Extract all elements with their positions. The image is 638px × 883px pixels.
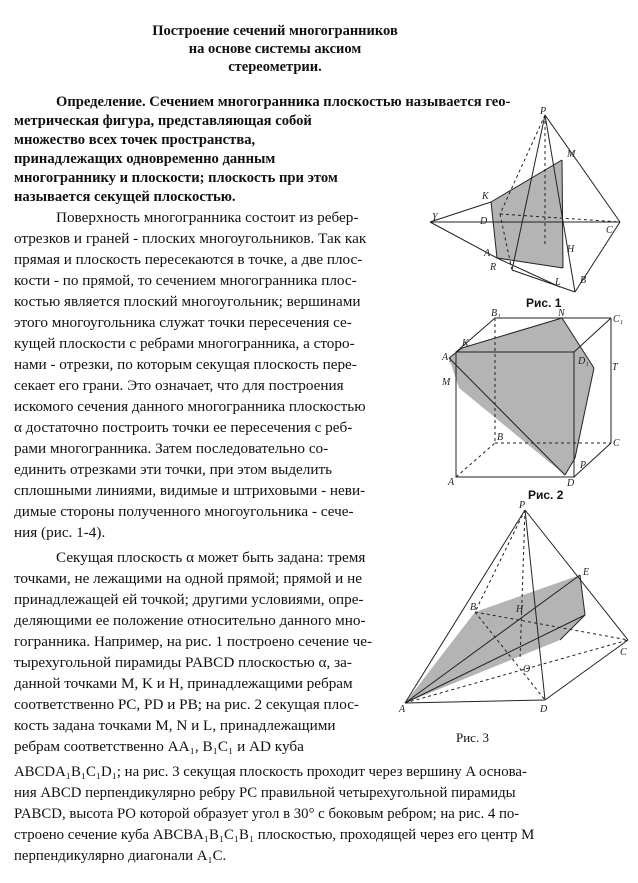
fig3-label-O: O [523, 664, 531, 675]
definition-line: Определение. Сечением многогранника плоскостью называется гео- [56, 94, 511, 110]
text-line: перпендикулярно диагонали A₁C. [14, 848, 227, 864]
definition-line: многограннику и плоскости; плоскость при этом [14, 170, 338, 186]
text-line: точками, не лежащими на одной прямой; прямой и не [14, 570, 362, 587]
text-line: деляющими ее положение относительно данного мно- [14, 612, 366, 629]
definition-line: принадлежащих одновременно данным [14, 151, 276, 167]
text-line: ния (рис. 1-4). [14, 524, 106, 541]
text-line: рами многогранника. Затем последовательно со- [14, 440, 329, 457]
text-line: отрезков и граней - плоских многоугольников. Так как [14, 230, 367, 247]
title-line-1: Построение сечений многогранников [152, 23, 398, 39]
figure-3-pyramid-section [398, 498, 634, 728]
fig2-label-A1: A₁ [442, 352, 452, 363]
text-line: нами - отрезки, по которым секущая плоскость пере- [14, 356, 357, 373]
text-line: этого многоугольника служат точки пересечения се- [14, 314, 352, 331]
text-line: димые стороны полученного многоугольника - сече- [14, 503, 354, 520]
fig3-label-H: H [516, 604, 524, 615]
fig2-label-N: N [558, 308, 565, 319]
text-line: соответственно PC, PD и PB; на рис. 2 секущая плос- [14, 696, 359, 713]
fig2-label-B: B [497, 432, 504, 443]
text-line: секает его грани. Это означает, что для построения [14, 377, 344, 394]
text-line: α достаточно построить точки ее пересечения с реб- [14, 419, 353, 436]
title-line-2: на основе системы аксиом [188, 41, 362, 57]
fig1-label-A: A [484, 248, 491, 259]
text-line: искомого сечения данного многогранника плоскостью [14, 398, 366, 415]
figure-3-caption: Рис. 3 [456, 730, 489, 745]
fig1-label-H: H [567, 244, 575, 255]
text-line: костью является плоский многоугольник; вершинами [14, 293, 361, 310]
fig2-label-A: A [448, 477, 455, 488]
text-line: принадлежащей ей точкой; другими условиями, опре- [14, 591, 364, 608]
fig1-label-P: P [540, 106, 547, 117]
text-line: сплошными линиями, видимые и штриховыми - неви- [14, 482, 366, 499]
fig2-label-B1: B₁ [491, 308, 501, 319]
title-line-3: стереометрии. [228, 59, 322, 75]
fig3-label-A: A [399, 704, 406, 715]
fig1-label-B: B [580, 275, 587, 286]
fig1-label-K: K [482, 191, 489, 202]
fig2-label-M: M [442, 377, 451, 388]
text-line: тырехугольной пирамиды PABCD плоскостью α, за- [14, 654, 352, 671]
text-line: прямая и плоскость пересекаются в точке, а две плос- [14, 251, 363, 268]
fig3-label-P: P [519, 500, 526, 511]
text-line: кость задана точками M, N и L, принадлежащими [14, 717, 336, 734]
text-line: ния ABCD перпендикулярно ребру PC правильной четырехугольной пирамиды [14, 785, 516, 801]
fig3-label-B: B [470, 602, 477, 613]
section-polygon [449, 318, 594, 475]
text-line: ABCDA₁B₁C₁D₁; на рис. 3 секущая плоскость проходит через вершину A основа- [14, 764, 527, 780]
text-line: строено сечение куба ABCBA₁B₁C₁B₁ плоскостью, проходящей через его центр M [14, 827, 535, 843]
figure-2-cube-section [440, 305, 632, 488]
text-line: PABCD, высота PO которой образует угол в 30° с боковым ребром; на рис. 4 по- [14, 806, 520, 822]
fig2-label-D1: D₁ [578, 356, 589, 367]
text-line: кущей плоскости с ребрами многогранника, а сторо- [14, 335, 355, 352]
text-line: единить отрезками эти точки, при этом выделить [14, 461, 333, 478]
fig1-label-L: L [555, 277, 561, 288]
fig3-label-C: C [620, 647, 627, 658]
fig1-label-M: M [567, 149, 576, 160]
text-line: данной точками M, K и H, принадлежащими ребрам [14, 675, 353, 692]
fig2-label-K: K [462, 338, 469, 349]
fig1-label-D: D [480, 216, 488, 227]
fig2-label-C1: C₁ [613, 314, 624, 325]
figure-1-caption: Рис. 1 [526, 296, 562, 310]
definition-line: множество всех точек пространства, [14, 132, 256, 148]
text-line: ребрам соответственно AA₁, B₁C₁ и AD куба [14, 738, 304, 755]
definition-line: метрическая фигура, представляющая собой [14, 113, 312, 129]
text-line: кости - по прямой, то сечением многогранника плос- [14, 272, 357, 289]
text-line: гогранника. Например, на рис. 1 построено сечение че- [14, 633, 373, 650]
fig3-label-E: E [583, 567, 590, 578]
fig1-label-R: R [490, 262, 497, 273]
fig2-label-C: C [613, 438, 620, 449]
figure-2-caption: Рис. 2 [528, 488, 564, 502]
page-title [100, 22, 450, 76]
fig2-label-D: D [567, 478, 575, 488]
figure-1-pyramid-section [420, 105, 630, 300]
definition-line: называется секущей плоскостью. [14, 189, 236, 205]
text-line: Секущая плоскость α может быть задана: тремя [56, 549, 366, 566]
fig2-label-P: P [580, 460, 587, 471]
fig1-label-C: C [606, 225, 613, 236]
fig3-label-D: D [540, 704, 548, 715]
fig1-label-Y: Y [432, 212, 438, 223]
fig2-label-T: T [612, 362, 618, 373]
text-line: Поверхность многогранника состоит из ребер- [56, 209, 359, 226]
